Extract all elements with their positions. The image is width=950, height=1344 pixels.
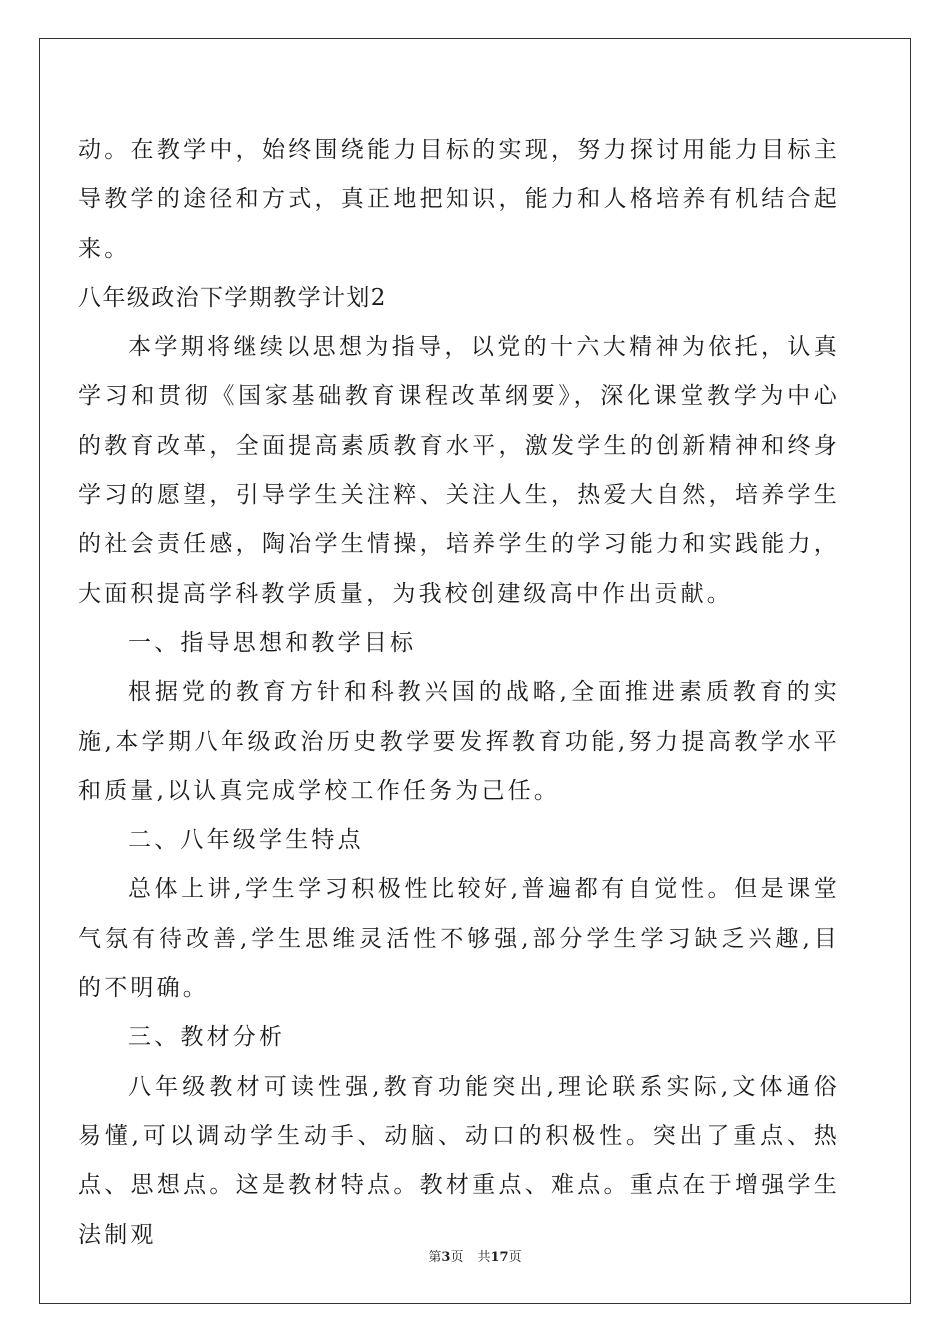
total-suffix: 页 xyxy=(508,1250,522,1265)
total-prefix: 共 xyxy=(477,1250,491,1265)
paragraph-guiding-ideology: 根据党的教育方针和科教兴国的战略,全面推进素质教育的实施,本学期八年级政治历史教学要发挥教育功能,努力提高教学水平和质量,以认真完成学校工作任务为己任。 xyxy=(78,679,840,804)
page-footer xyxy=(0,1246,950,1265)
paragraph-continuation: 动。在教学中，始终围绕能力目标的实现，努力探讨用能力目标主导教学的途径和方式，真正地把知识，能力和人格培养有机结合起来。 xyxy=(78,137,840,262)
section-title: 八年级政治下学期教学计划2 xyxy=(78,284,387,311)
heading-student-traits: 二、八年级学生特点 xyxy=(128,827,364,854)
heading-guiding-ideology: 一、指导思想和教学目标 xyxy=(128,629,417,656)
page-number: 3 xyxy=(441,1250,451,1265)
paragraph-intro: 本学期将继续以思想为指导，以党的十六大精神为依托，认真学习和贯彻《国家基础教育课程改革纲要》，深化课堂教学为中心的教育改革，全面提高素质教育水平，激发学生的创新精神和终身学习的愿望，引导学生关注粹、关注人生，热爱大自然，培养学生的社会责任感，陶冶学生情操，培养学生的学习能力和实践能力，大面积提高学科教学质量，为我校创建级高中作出贡献。 xyxy=(78,334,840,607)
paragraph-student-traits: 总体上讲,学生学习积极性比较好,普遍都有自觉性。但是课堂气氛有待改善,学生思维灵活性不够强,部分学生学习缺乏兴趣,目的不明确。 xyxy=(78,876,840,1002)
page-prefix: 第 xyxy=(428,1250,442,1265)
paragraph-textbook-analysis: 八年级教材可读性强,教育功能突出,理论联系实际,文体通俗易懂,可以调动学生动手、动脑、动口的积极性。突出了重点、热点、思想点。这是教材特点。教材重点、难点。重点在于增强学生法制观 xyxy=(78,1073,840,1248)
total-pages: 17 xyxy=(490,1250,509,1265)
heading-textbook-analysis: 三、教材分析 xyxy=(128,1024,286,1051)
page-suffix: 页 xyxy=(450,1250,464,1265)
document-body xyxy=(78,126,840,1260)
